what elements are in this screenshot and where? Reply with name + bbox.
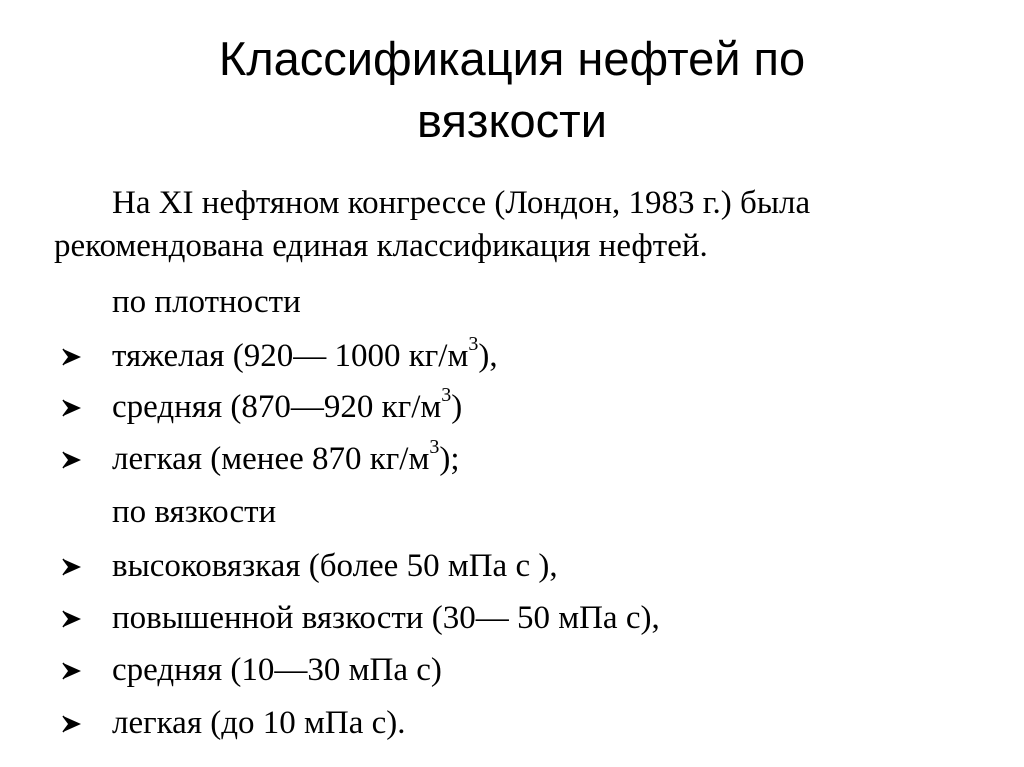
density-item-light <box>62 436 460 479</box>
viscosity-item-medium <box>62 650 442 690</box>
arrow-bullet-icon <box>62 546 88 586</box>
viscosity-item-text: повышенной вязкости (30— 50 мПа с), <box>112 600 660 636</box>
density-item-label: тяжелая (920— 1000 кг/м <box>112 338 469 374</box>
slide-title-line-2: вязкости <box>417 94 607 147</box>
arrow-bullet-icon <box>62 439 88 479</box>
viscosity-item-elevated <box>62 598 660 638</box>
intro-paragraph <box>54 182 994 268</box>
density-item-text <box>112 384 463 427</box>
arrow-bullet-icon <box>62 387 88 427</box>
density-item-suffix: ); <box>439 441 460 477</box>
intro-line-1: На XI нефтяном конгрессе (Лондон, 1983 г.) была <box>112 185 811 221</box>
viscosity-heading: по вязкости <box>112 494 277 530</box>
density-item-label: легкая (менее 870 кг/м <box>112 441 430 477</box>
viscosity-item-high <box>62 546 558 586</box>
arrow-bullet-icon <box>62 598 88 638</box>
arrow-bullet-icon <box>62 703 88 743</box>
viscosity-item-text: высоковязкая (более 50 мПа с ), <box>112 548 558 584</box>
arrow-bullet-icon <box>62 336 88 376</box>
superscript: 3 <box>429 436 440 458</box>
arrow-bullet-icon <box>62 650 88 690</box>
density-item-suffix: ), <box>478 338 498 374</box>
slide-title <box>0 28 1024 152</box>
superscript: 3 <box>441 384 452 406</box>
viscosity-item-text: средняя (10—30 мПа с) <box>112 652 442 688</box>
density-item-suffix: ) <box>451 389 463 425</box>
density-heading: по плотности <box>112 284 301 320</box>
density-item-text <box>112 436 460 479</box>
intro-line-2: рекомендована единая классификация нефтей. <box>54 228 708 264</box>
density-item-label: средняя (870—920 кг/м <box>112 389 442 425</box>
superscript: 3 <box>468 333 479 355</box>
density-item-heavy <box>62 333 498 376</box>
viscosity-item-text: легкая (до 10 мПа с). <box>112 705 406 741</box>
density-item-medium <box>62 384 463 427</box>
slide-title-line-1: Классификация нефтей по <box>218 32 806 85</box>
density-item-text <box>112 333 498 376</box>
viscosity-item-light <box>62 703 406 743</box>
